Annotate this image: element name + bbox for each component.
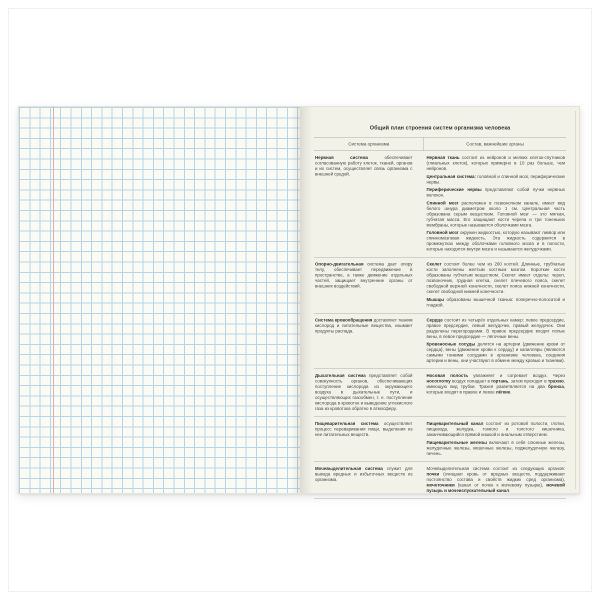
detail-paragraph: Нервная ткань состоит из нейронов и мелких клеток-спутников (глиальных клеток), которых примерно в 10 раз больше, чем нейронов. <box>426 155 565 171</box>
organs-cell <box>419 258 567 313</box>
table-row <box>314 369 566 417</box>
system-cell <box>314 151 419 257</box>
detail-paragraph: Мочевыделительная система состоит из следующих органов: почки (очищают кровь от вредных веществ, поддерживают постоянство состава и свойств жидких сред организма), мочеточники (канал от почек к мочевому пузырю), мочевой пузырь и мочеиспускательный канал. <box>426 465 565 493</box>
table-header-row <box>314 137 566 151</box>
detail-paragraph: Сердце состоит из четырёх отдельных камер: левое предсердие, правое предсердие, левый желудочек, правый желудочек. Они разделены перегородками. В правое предсердие входят полые вены, в левое предсердие — лёгочные вены. <box>426 317 565 339</box>
systems-table <box>314 151 566 499</box>
detail-paragraph: Центральная система: головной и спинной мозг, периферические нервы. <box>426 173 565 185</box>
system-description: Нервная система обеспечивает согласованную работу клеток, тканей, органов и их систем, осуществляет связь организма с внешней средой. <box>315 155 413 177</box>
reference-page <box>300 107 579 493</box>
grid-page <box>19 107 300 493</box>
table-row <box>314 151 566 257</box>
system-description: Пищеварительная система осуществляет процесс переваривания пищи, выделения из нее питательных веществ. <box>315 421 413 437</box>
system-description: Мочевыделительная система служит для вывода вредных и избыточных веществ из организма. <box>315 465 413 482</box>
page-title: Общий план строения систем организма человека <box>369 125 511 131</box>
detail-paragraph: Спинной мозг расположен в позвоночном канале, имеет вид белого шнура диаметром около 1 см. Центральная часть образована серым веществом. Головной мозг — это мягкая, губчатая масса. Его защищают кости черепа и три тоненьких мембраны, которые называются оболочками мозга. <box>426 200 566 228</box>
column-header-system: Система организма <box>348 141 390 147</box>
detail-paragraph: Носовая полость увлажняет и согревает воздух. Через носоглотку воздух попадает в гортань, затем проходит в трахею, имеющую вид трубки. Трахея разветвляется на два бронха, которые входят в правое и левое лёгкие. <box>426 373 566 395</box>
detail-paragraph: Мышцы образованы мышечной тканью: поперечно-полосатой и гладкой. <box>426 296 565 308</box>
system-description: Опорно-двигательная система дает опору телу, обеспечивает передвижение в пространстве, а также движение отдельных частей, защищает внутренние органы от внешних воздействий. <box>315 261 413 289</box>
detail-paragraph: Головной мозг окружен жидкостью, которую называют ликвор или спинномозговая жидкость. Эта жидкость содержится в промежутках между оболочками головного мозга и в полости, которые находятся внутри мозга и называются желудочками. <box>426 230 565 252</box>
table-row <box>314 313 566 369</box>
organs-cell <box>419 417 567 461</box>
detail-paragraph: Пищеварительные железы включают в себя слюнные железы, желудочные железы, кишечные железы, поджелудочную железу, печень. <box>426 439 565 456</box>
organs-cell <box>419 313 567 368</box>
system-cell <box>314 313 419 368</box>
system-description: Дыхательная система представляет собой совокупность органов, обеспечивающих поступление кислорода из окружающего воздуха в дыхательные пути, и осуществляющих газообмен, т. е. поступление кислорода в кровоток и выведение углекислого газа из кровотока обратно в атмосферу. <box>315 373 413 411</box>
table-row <box>314 417 566 462</box>
system-cell <box>314 258 419 313</box>
margin-line <box>53 107 54 493</box>
table-row <box>314 257 566 313</box>
column-header-organs: Состав, важнейшие органы <box>424 138 567 151</box>
system-cell <box>314 462 419 499</box>
system-cell <box>314 417 419 461</box>
organs-cell <box>419 369 567 417</box>
table-row <box>314 461 566 498</box>
detail-paragraph: Пищеварительный канал состоит из ротовой полости, глотки, пищевода, желудка, тонкого и толстого кишечника, заканчивающийся прямой кишкой и анальным отверстием. <box>426 421 565 437</box>
system-cell <box>314 369 419 417</box>
detail-paragraph: Периферические нервы представляют собой пучки нервных волокон. <box>426 187 565 198</box>
system-description: Система кровообращения доставляет тканям кислород и питательные вещества, изымает продукты распада. <box>315 317 413 334</box>
organs-cell <box>419 151 567 257</box>
detail-paragraph: Кровеносные сосуды делятся на артерии (движение крови от сердца), вены (движение крови к сердцу) и капилляры (являются самыми тонкими сосудами в организме человека, соединяя артерии и вены, они участвуют в обмене между кровью и тканями). <box>426 341 566 363</box>
reference-sheet <box>314 125 566 493</box>
organs-cell <box>419 462 567 499</box>
notebook-spread <box>18 106 580 494</box>
detail-paragraph: Скелет состоит более чем из 200 костей. Длинные, трубчатые кости заполнены желтым костным мозгом. Короткие кости образованы губчатым веществом. Скелет имеет отделы: череп, позвоночник, грудная клетка, скелет плечевого пояса, скелет свободной верхней конечности, скелет пояса нижней конечности, скелет свободной нижней конечности. <box>426 261 565 294</box>
